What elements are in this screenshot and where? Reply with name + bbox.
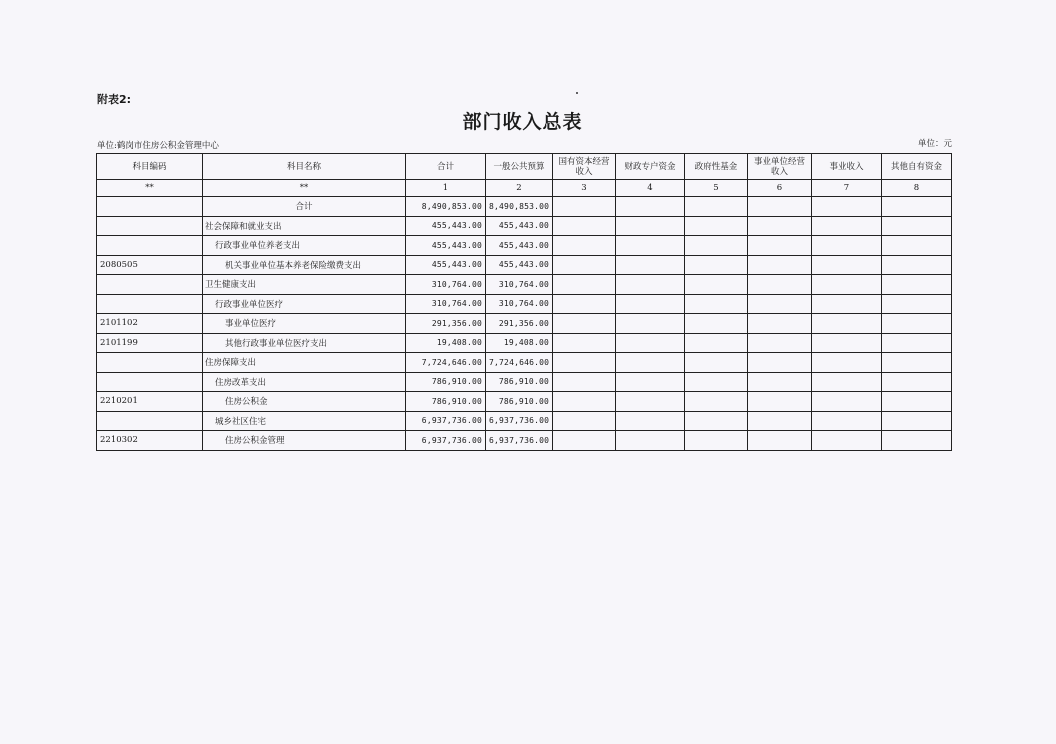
empty-cell — [748, 431, 812, 451]
empty-cell — [748, 353, 812, 373]
total-cell: 6,937,736.00 — [406, 431, 486, 451]
empty-cell — [812, 333, 882, 353]
empty-cell — [748, 411, 812, 431]
empty-cell — [812, 353, 882, 373]
general-budget-cell: 455,443.00 — [486, 216, 553, 236]
subject-name-cell: 城乡社区住宅 — [203, 411, 406, 431]
subject-code-cell: 2210302 — [97, 431, 203, 451]
subject-name-cell: 其他行政事业单位医疗支出 — [203, 333, 406, 353]
header-cell: 其他自有资金 — [882, 154, 952, 180]
empty-cell — [882, 411, 952, 431]
empty-cell — [553, 216, 616, 236]
total-cell: 291,356.00 — [406, 314, 486, 334]
empty-cell — [553, 392, 616, 412]
empty-cell — [812, 236, 882, 256]
empty-cell — [685, 333, 748, 353]
header-cell: 国有资本经营收入 — [553, 154, 616, 180]
empty-cell — [882, 314, 952, 334]
table-row — [97, 372, 952, 392]
header-cell: 政府性基金 — [685, 154, 748, 180]
empty-cell — [748, 392, 812, 412]
subject-code-cell — [97, 294, 203, 314]
total-cell: 455,443.00 — [406, 236, 486, 256]
index-cell: ** — [97, 180, 203, 197]
total-cell: 786,910.00 — [406, 372, 486, 392]
total-cell: 310,764.00 — [406, 294, 486, 314]
empty-cell — [812, 294, 882, 314]
empty-cell — [616, 216, 685, 236]
subject-code-cell — [97, 236, 203, 256]
empty-cell — [553, 236, 616, 256]
empty-cell — [685, 216, 748, 236]
empty-cell — [616, 353, 685, 373]
header-cell: 一般公共预算 — [486, 154, 553, 180]
empty-cell — [685, 275, 748, 295]
empty-cell — [812, 275, 882, 295]
subject-name-cell: 机关事业单位基本养老保险缴费支出 — [203, 255, 406, 275]
empty-cell — [616, 431, 685, 451]
header-row — [97, 154, 952, 180]
table-row — [97, 216, 952, 236]
general-budget-cell: 310,764.00 — [486, 275, 553, 295]
total-cell: 310,764.00 — [406, 275, 486, 295]
index-cell: 5 — [685, 180, 748, 197]
total-cell: 455,443.00 — [406, 216, 486, 236]
empty-cell — [616, 372, 685, 392]
empty-cell — [812, 216, 882, 236]
empty-cell — [616, 236, 685, 256]
index-cell: 2 — [486, 180, 553, 197]
index-row — [97, 180, 952, 197]
subject-code-cell — [97, 411, 203, 431]
table-row — [97, 236, 952, 256]
header-cell: 科目名称 — [203, 154, 406, 180]
empty-cell — [685, 197, 748, 217]
empty-cell — [553, 372, 616, 392]
index-cell: 8 — [882, 180, 952, 197]
empty-cell — [553, 411, 616, 431]
table-row — [97, 392, 952, 412]
empty-cell — [748, 294, 812, 314]
index-cell: 6 — [748, 180, 812, 197]
table-row — [97, 333, 952, 353]
subject-name-cell: 住房公积金管理 — [203, 431, 406, 451]
empty-cell — [882, 431, 952, 451]
empty-cell — [553, 353, 616, 373]
subject-name-cell: 卫生健康支出 — [203, 275, 406, 295]
empty-cell — [685, 294, 748, 314]
empty-cell — [616, 294, 685, 314]
total-cell: 6,937,736.00 — [406, 411, 486, 431]
subject-name-cell: 行政事业单位养老支出 — [203, 236, 406, 256]
header-cell: 合计 — [406, 154, 486, 180]
table-row — [97, 314, 952, 334]
empty-cell — [748, 372, 812, 392]
empty-cell — [882, 197, 952, 217]
empty-cell — [616, 197, 685, 217]
general-budget-cell: 6,937,736.00 — [486, 431, 553, 451]
empty-cell — [812, 197, 882, 217]
subject-code-cell: 2101199 — [97, 333, 203, 353]
total-cell: 19,408.00 — [406, 333, 486, 353]
subject-name-cell: 事业单位医疗 — [203, 314, 406, 334]
subject-code-cell: 2101102 — [97, 314, 203, 334]
empty-cell — [685, 411, 748, 431]
empty-cell — [616, 392, 685, 412]
empty-cell — [812, 372, 882, 392]
empty-cell — [685, 255, 748, 275]
header-cell: 科目编码 — [97, 154, 203, 180]
empty-cell — [685, 372, 748, 392]
subject-name-cell: 住房公积金 — [203, 392, 406, 412]
empty-cell — [882, 353, 952, 373]
general-budget-cell: 19,408.00 — [486, 333, 553, 353]
subject-code-cell — [97, 197, 203, 217]
subject-name-cell: 行政事业单位医疗 — [203, 294, 406, 314]
subject-name-cell: 住房改革支出 — [203, 372, 406, 392]
empty-cell — [882, 275, 952, 295]
subject-name-cell: 社会保障和就业支出 — [203, 216, 406, 236]
empty-cell — [553, 431, 616, 451]
empty-cell — [882, 392, 952, 412]
subject-code-cell — [97, 353, 203, 373]
empty-cell — [812, 431, 882, 451]
general-budget-cell: 291,356.00 — [486, 314, 553, 334]
subject-code-cell — [97, 216, 203, 236]
empty-cell — [553, 333, 616, 353]
empty-cell — [616, 255, 685, 275]
index-cell: 7 — [812, 180, 882, 197]
header-cell: 事业收入 — [812, 154, 882, 180]
total-cell: 7,724,646.00 — [406, 353, 486, 373]
general-budget-cell: 786,910.00 — [486, 372, 553, 392]
empty-cell — [553, 294, 616, 314]
empty-cell — [812, 392, 882, 412]
index-cell: 4 — [616, 180, 685, 197]
subject-name-cell: 合计 — [203, 197, 406, 217]
empty-cell — [748, 216, 812, 236]
empty-cell — [616, 275, 685, 295]
empty-cell — [882, 372, 952, 392]
organization-unit: 单位:鹤岗市住房公积金管理中心 — [97, 141, 219, 151]
empty-cell — [685, 353, 748, 373]
subject-code-cell — [97, 372, 203, 392]
table-row — [97, 197, 952, 217]
general-budget-cell: 455,443.00 — [486, 236, 553, 256]
empty-cell — [812, 314, 882, 334]
table-body — [97, 197, 952, 451]
empty-cell — [685, 431, 748, 451]
empty-cell — [685, 392, 748, 412]
header-cell: 事业单位经营收入 — [748, 154, 812, 180]
empty-cell — [882, 236, 952, 256]
table-row — [97, 255, 952, 275]
general-budget-cell: 6,937,736.00 — [486, 411, 553, 431]
page-title: 部门收入总表 — [462, 111, 583, 133]
empty-cell — [616, 314, 685, 334]
total-cell: 455,443.00 — [406, 255, 486, 275]
empty-cell — [812, 411, 882, 431]
empty-cell — [553, 314, 616, 334]
subject-name-cell: 住房保障支出 — [203, 353, 406, 373]
empty-cell — [553, 275, 616, 295]
general-budget-cell: 455,443.00 — [486, 255, 553, 275]
total-cell: 786,910.00 — [406, 392, 486, 412]
currency-unit: 单位：元 — [917, 139, 952, 149]
empty-cell — [553, 255, 616, 275]
subject-code-cell: 2080505 — [97, 255, 203, 275]
empty-cell — [882, 294, 952, 314]
empty-cell — [685, 236, 748, 256]
empty-cell — [882, 255, 952, 275]
subject-code-cell: 2210201 — [97, 392, 203, 412]
empty-cell — [616, 411, 685, 431]
general-budget-cell: 786,910.00 — [486, 392, 553, 412]
table-row — [97, 294, 952, 314]
empty-cell — [616, 333, 685, 353]
empty-cell — [748, 275, 812, 295]
table-row — [97, 353, 952, 373]
empty-cell — [748, 314, 812, 334]
empty-cell — [882, 333, 952, 353]
empty-cell — [748, 236, 812, 256]
total-cell: 8,490,853.00 — [406, 197, 486, 217]
empty-cell — [553, 197, 616, 217]
header-cell: 财政专户资金 — [616, 154, 685, 180]
attachment-label: 附表2: — [97, 93, 132, 106]
empty-cell — [748, 333, 812, 353]
index-cell: 1 — [406, 180, 486, 197]
index-cell: 3 — [553, 180, 616, 197]
general-budget-cell: 310,764.00 — [486, 294, 553, 314]
income-summary-table — [96, 153, 952, 451]
empty-cell — [685, 314, 748, 334]
table-row — [97, 411, 952, 431]
table-row — [97, 431, 952, 451]
general-budget-cell: 7,724,646.00 — [486, 353, 553, 373]
empty-cell — [748, 197, 812, 217]
index-cell: ** — [203, 180, 406, 197]
table-row — [97, 275, 952, 295]
empty-cell — [882, 216, 952, 236]
general-budget-cell: 8,490,853.00 — [486, 197, 553, 217]
stray-dot — [576, 92, 578, 94]
subject-code-cell — [97, 275, 203, 295]
empty-cell — [748, 255, 812, 275]
empty-cell — [812, 255, 882, 275]
